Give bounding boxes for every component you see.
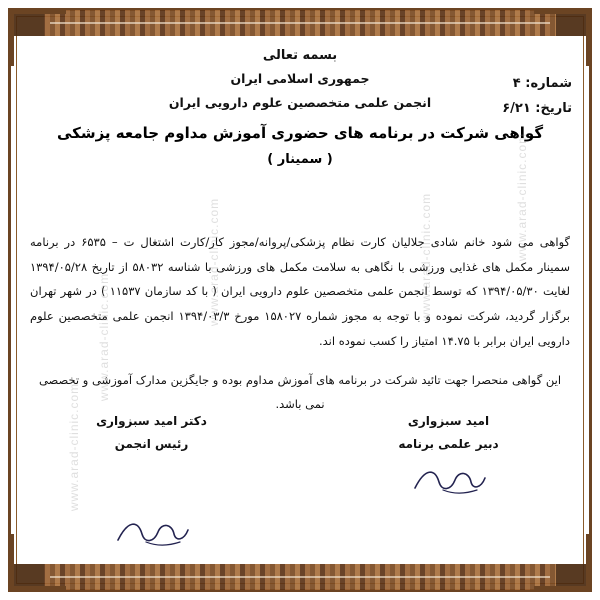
signature-role: دبیر علمی برنامه [398, 436, 499, 451]
body-paragraph: گواهی می شود خانم شادی جلالیان کارت نظام پزشکی/پروانه/مجوز کار/کارت اشتغال ت – ۶۵۳۵ در برنامه سمینار مکمل های غذایی ورزشی با نگاهی به سلامت مکمل های ورزشی با شناسه ۵۸۰۳۲ از تاریخ ۱۳۹۴/۰۵/۲۸ لغایت ۱۳۹۴/۰۵/۳۰ که توسط انجمن علمی متخصصین علوم دارویی ایران ( با کد سازمان ۱۱۵۳۷ ) در شهر تهران برگزار گردید، شرکت نموده و با توجه به مجوز شماره ۱۵۸۰۲۷ مورخ ۱۳۹۴/۰۳/۳ انجمن علمی متخصصین علوم دارویی ایران برابر با ۱۴.۷۵ امتیاز را کسب نموده اند. [30, 235, 571, 348]
certificate-content [30, 44, 570, 556]
top-ornament-band [10, 10, 590, 36]
bottom-ornament-band [10, 564, 590, 590]
signature-mark-icon [327, 464, 570, 498]
signature-mark-icon [30, 516, 273, 550]
certificate-note: این گواهی منحصرا جهت تائید شرکت در برنامه های آموزش مداوم بوده و جایگزین مدارک آموزشی و تخصصی نمی باشد. [38, 372, 562, 412]
top-band-line [50, 22, 550, 24]
signature-role: رئیس انجمن [114, 436, 189, 451]
certificate-header [30, 48, 570, 167]
watermark-text: www.arad-clinic.com [97, 272, 112, 402]
signature-block-secretary [327, 410, 570, 550]
bottom-band-line [50, 576, 550, 578]
organization-line: انجمن علمی متخصصین علوم دارویی ایران [168, 95, 432, 110]
document-number: شماره: ۴ [512, 76, 572, 91]
document-date: تاریخ: ۶/۲۱ [502, 100, 572, 116]
signature-name: امید سبزواری [407, 414, 490, 428]
signature-block-president [30, 410, 273, 550]
watermark-text: www.arad-clinic.com [418, 192, 433, 322]
watermark-text: www.arad-clinic.com [67, 382, 82, 512]
certificate-title: گواهی شرکت در برنامه های حضوری آموزش مداوم جامعه پزشکی [56, 124, 544, 142]
bismillah-text: بسمه تعالی [262, 48, 338, 63]
signature-name: دکتر امید سبزواری [96, 414, 207, 428]
certificate-body [30, 230, 570, 417]
signature-area [30, 410, 570, 550]
document-meta [502, 72, 572, 121]
watermark-text: www.arad-clinic.com [514, 132, 529, 262]
country-line: جمهوری اسلامی ایران [230, 71, 370, 86]
watermark-text: www.arad-clinic.com [207, 197, 222, 327]
certificate-subtitle: ( سمینار ) [267, 152, 333, 167]
